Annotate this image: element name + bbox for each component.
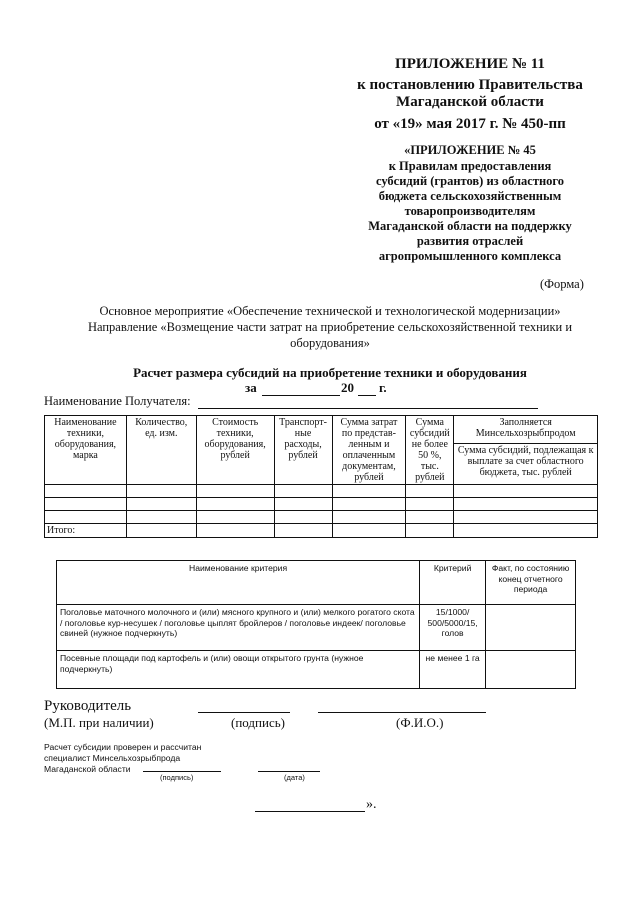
total-label: Итого:: [45, 524, 127, 538]
header-ministry: Заполняется Минсельхозрыбпродом: [454, 416, 598, 444]
table-row: [45, 485, 598, 498]
header-fact: Факт, по состоянию конец отчетного периода: [486, 561, 576, 605]
stamp-label: (М.П. при наличии): [44, 715, 154, 730]
signature-line[interactable]: [198, 712, 290, 713]
rules-line-1: к Правилам предоставления: [388, 159, 552, 173]
table-row: [45, 511, 598, 524]
name-label: (Ф.И.О.): [396, 715, 444, 730]
header-name: Наименование техники, оборудования, марка: [45, 416, 127, 485]
specialist-signature-line[interactable]: [143, 771, 221, 772]
date-year-line: [358, 395, 376, 396]
appendix45-title: «ПРИЛОЖЕНИЕ № 45: [404, 143, 536, 157]
checked-line-2: специалист Минсельхозрыбпрода: [44, 753, 181, 763]
closing-line[interactable]: [255, 811, 365, 812]
rules-line-7: агропромышленного комплекса: [378, 249, 562, 263]
recipient-line[interactable]: [198, 408, 538, 409]
form-label: (Форма): [540, 277, 584, 291]
rules-line-2: субсидий (грантов) из областного: [375, 174, 565, 188]
header-quantity: Количество, ед. изм.: [126, 416, 196, 485]
criteria-table: [56, 560, 576, 689]
criterion-text: Поголовье маточного молочного и (или) мясного крупного и (или) мелкого рогатого скота / поголовье кур-несушек / поголовье цыплят бройлеров / поголовье индеек/ поголовье свиней (нужное подчеркнуть): [57, 605, 420, 651]
header-transport: Транспорт-ные расходы, рублей: [274, 416, 332, 485]
activity-line-3: оборудования»: [290, 336, 370, 350]
table-row: [57, 651, 576, 689]
header-cost: Стоимость техники, оборудования, рублей: [196, 416, 274, 485]
criterion-value: не менее 1 га: [420, 651, 486, 689]
header-criterion: Критерий: [420, 561, 486, 605]
checked-line-3: Магаданской области: [44, 764, 131, 774]
recipient-label: Наименование Получателя:: [44, 394, 191, 408]
decree-line-3: от «19» мая 2017 г. № 450-пп: [374, 116, 566, 132]
appendix-title: ПРИЛОЖЕНИЕ № 11: [395, 56, 545, 72]
header-payout-sum: Сумма субсидий, подлежащая к выплате за счет областного бюджета, тыс. рублей: [454, 444, 598, 485]
date-label: (дата): [284, 773, 305, 782]
small-sign-label: (подпись): [160, 773, 194, 782]
full-name-line[interactable]: [318, 712, 486, 713]
date-period-line: [262, 395, 340, 396]
criterion-value: 15/1000/ 500/5000/15, голов: [420, 605, 486, 651]
table-row: [45, 498, 598, 511]
table-row: [57, 605, 576, 651]
criterion-text: Посевные площади под картофель и (или) овощи открытого грунта (нужное подчеркнуть): [57, 651, 420, 689]
subsidy-table: [44, 415, 598, 538]
header-criterion-name: Наименование критерия: [57, 561, 420, 605]
calc-title: Расчет размера субсидий на приобретение техники и оборудования: [133, 365, 527, 380]
decree-line-1: к постановлению Правительства: [357, 77, 583, 93]
date-year: 20: [341, 380, 354, 395]
date-suffix: г.: [379, 380, 387, 395]
head-label: Руководитель: [44, 698, 132, 714]
header-subsidy-sum: Сумма субсидий не более 50 %, тыс. рублей: [406, 416, 454, 485]
total-row: [45, 524, 598, 538]
activity-line-2: Направление «Возмещение части затрат на приобретение сельскохозяйственной техники и: [87, 320, 573, 334]
sign-label: (подпись): [231, 715, 285, 730]
rules-line-3: бюджета сельскохозяйственным: [378, 189, 562, 203]
header-paid-sum: Сумма затрат по представ-ленным и оплаченным документам, рублей: [332, 416, 406, 485]
criterion-fact[interactable]: [486, 605, 576, 651]
checked-line-1: Расчет субсидии проверен и рассчитан: [44, 742, 202, 752]
activity-line-1: Основное мероприятие «Обеспечение технической и технологической модернизации»: [99, 304, 561, 318]
specialist-date-line[interactable]: [258, 771, 320, 772]
rules-line-4: товаропроизводителям: [404, 204, 536, 218]
closing-quote: ».: [366, 797, 377, 812]
decree-line-2: Магаданской области: [396, 94, 544, 110]
rules-line-6: развития отраслей: [416, 234, 524, 248]
rules-line-5: Магаданской области на поддержку: [368, 219, 572, 233]
date-prefix: за: [245, 380, 257, 395]
criterion-fact[interactable]: [486, 651, 576, 689]
